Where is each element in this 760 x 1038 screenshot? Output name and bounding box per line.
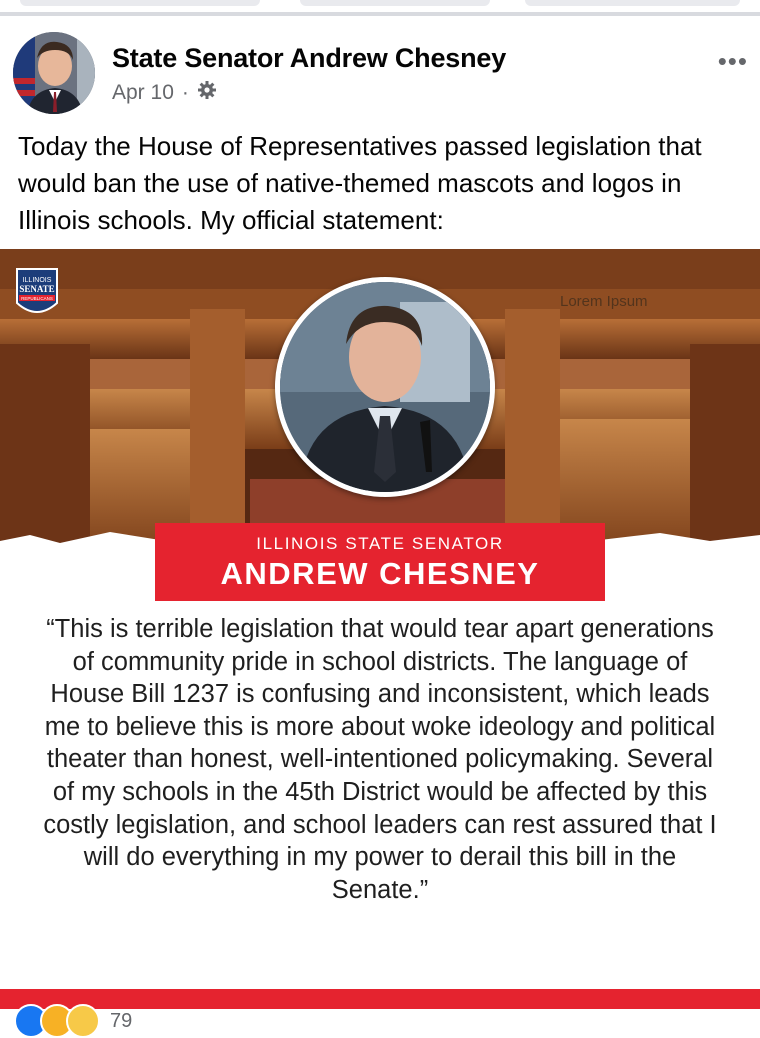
banner-title-name: ANDREW CHESNEY (220, 556, 540, 591)
post-text: Today the House of Representatives passed legislation that would ban the use of native-themed mascots and logos in Illinois schools. My official statement: (18, 131, 702, 235)
reaction-bar[interactable] (14, 1009, 133, 1032)
avatar[interactable] (13, 32, 95, 114)
meta-separator: · (181, 81, 189, 104)
author-name[interactable]: State Senator Andrew Chesney (112, 43, 507, 73)
bottom-red-bar (0, 989, 760, 1009)
senator-portrait (275, 277, 495, 497)
gear-icon (197, 80, 217, 106)
reaction-count[interactable]: 79 (110, 1009, 133, 1032)
post-graphic[interactable] (0, 249, 760, 1009)
care-reaction-icon (66, 1004, 100, 1038)
title-banner (155, 523, 605, 601)
post-date[interactable]: Apr 10 (112, 81, 174, 104)
post-header (0, 28, 760, 118)
logo-line3: REPUBLICANS (21, 296, 53, 301)
more-options-icon[interactable]: ••• (717, 46, 748, 76)
senate-logo (14, 265, 60, 321)
logo-line2: SENATE (19, 284, 55, 294)
statement-quote: “This is terrible legislation that would tear apart generations of community pride in school districts. The language of House Bill 1237 is confusing and inconsistent, which leads me to believe this is more about woke ideology and political theater than honest, well-intentioned policymaking. Several of my schools in the 45th District would be affected by this costly legislation, and school leaders can rest assured that I will do everything in my power to derail this bill in the Senate.” (43, 615, 717, 904)
watermark-text: Lorem Ipsum (560, 293, 648, 310)
banner-title-small: ILLINOIS STATE SENATOR (256, 534, 504, 553)
post-meta (112, 80, 217, 106)
logo-line1: ILLINOIS (22, 277, 52, 284)
top-strip (0, 0, 760, 18)
